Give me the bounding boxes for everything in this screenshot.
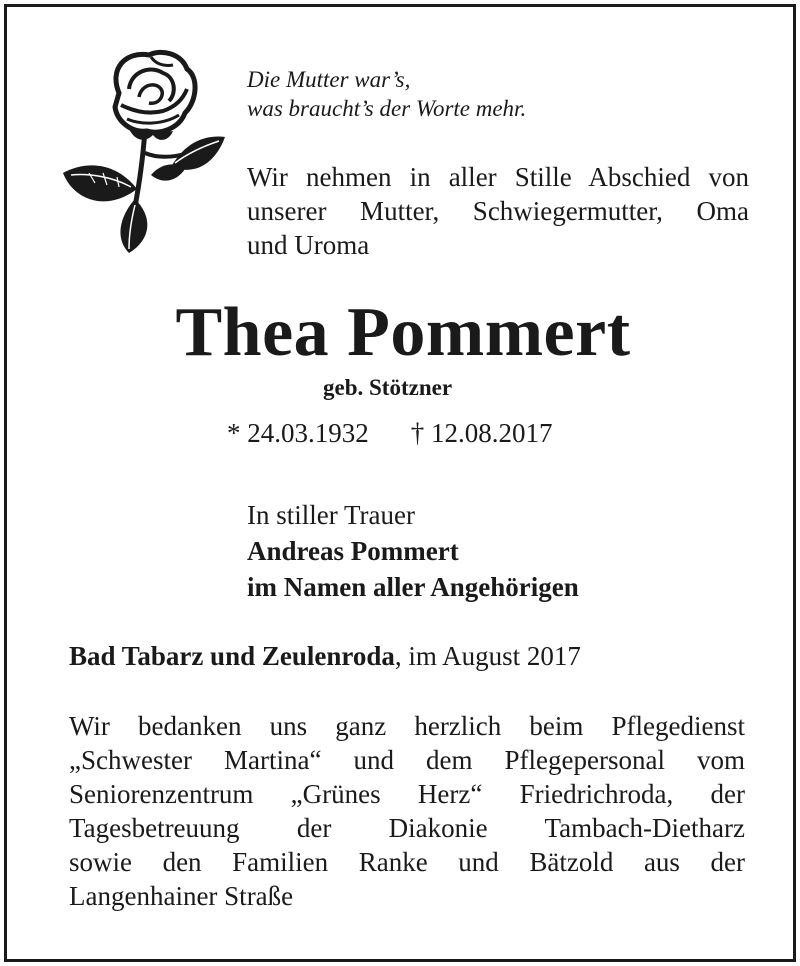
mourner-name: Andreas Pommert [247, 536, 459, 566]
intro-line: Wir nehmen in aller Stille Abschied von [247, 162, 749, 192]
intro-line: unserer Mutter, Schwiegermutter, Oma [247, 196, 749, 226]
thanks-line: Seniorenzentrum „Grünes Herz“ Friedrichroda, der [69, 779, 745, 809]
thanks-line: sowie den Familien Ranke und Bätzold aus der [69, 847, 745, 877]
quote-line: was braucht’s der Worte mehr. [247, 96, 527, 121]
obituary-notice [4, 4, 796, 962]
mourners-intro: In stiller Trauer [247, 500, 415, 530]
date: , im August 2017 [394, 641, 581, 671]
place-date [69, 639, 581, 673]
place: Bad Tabarz und Zeulenroda [69, 641, 395, 671]
thanks-line: „Schwester Martina“ und dem Pflegepersonal vom [69, 745, 745, 775]
life-dates [227, 417, 553, 449]
maiden-name: geb. Stötzner [323, 375, 453, 400]
mourners [247, 497, 579, 605]
rose-icon [59, 49, 227, 255]
quote [247, 65, 526, 123]
intro-text [247, 160, 749, 262]
quote-line: Die Mutter war’s, [247, 67, 411, 92]
thanks-line: Wir bedanken uns ganz herzlich beim Pflegedienst [69, 711, 745, 741]
thanks-line: Tagesbetreuung der Diakonie Tambach-Dietharz [69, 813, 745, 843]
birth-date: * 24.03.1932 [227, 418, 369, 448]
intro-line: und Uroma [247, 230, 370, 260]
mourner-family: im Namen aller Angehörigen [247, 572, 579, 602]
death-date: † 12.08.2017 [410, 418, 553, 448]
thanks-line: Langenhainer Straße [69, 881, 294, 911]
deceased-name: Thea Pommert [175, 294, 631, 371]
thanks-text [69, 709, 745, 913]
